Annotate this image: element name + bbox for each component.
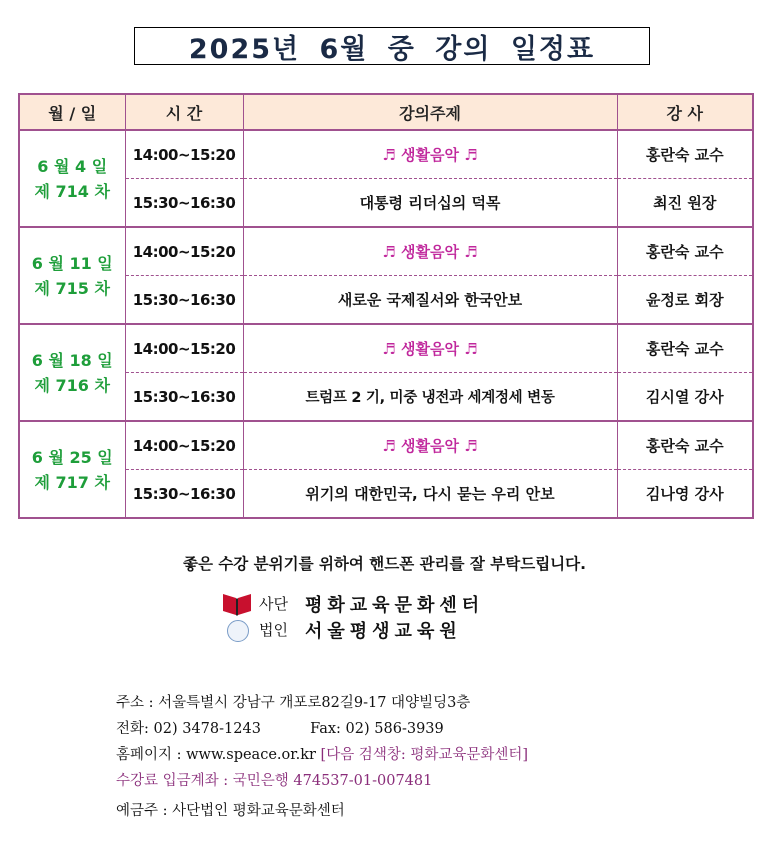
table-row <box>19 227 753 276</box>
header-topic: 강의주제 <box>243 94 617 130</box>
seal-icon <box>227 620 249 642</box>
time-cell: 15:30~16:30 <box>125 179 243 228</box>
topic-cell: 트럼프 2 기, 미중 냉전과 세계정세 변동 <box>243 373 617 422</box>
session-number: 제 717 차 <box>34 472 110 492</box>
topic-cell: 위기의 대한민국, 다시 묻는 우리 안보 <box>243 470 617 519</box>
header-time: 시 간 <box>125 94 243 130</box>
session-date: 6 월 25 일 <box>31 447 113 467</box>
org-name-institute: 서울평생교육원 <box>305 621 462 642</box>
session-date: 6 월 4 일 <box>37 156 108 176</box>
topic-cell: 대통령 리더십의 덕목 <box>243 179 617 228</box>
phone-number: 전화: 02) 3478-1243 <box>116 721 261 737</box>
table-row <box>19 130 753 179</box>
session-date: 6 월 18 일 <box>31 350 113 370</box>
table-header-row <box>19 94 753 130</box>
table-row <box>19 373 753 422</box>
address-line: 주소 : 서울특별시 강남구 개포로82길9-17 대양빌딩3층 <box>116 695 471 711</box>
schedule-table <box>18 93 754 519</box>
book-icon <box>221 592 253 616</box>
organization-logo-block <box>221 590 541 644</box>
account-line: 수강료 입금계좌 : 국민은행 474537-01-007481 <box>116 773 433 789</box>
org-tag-corporation: 사단 <box>259 595 288 613</box>
time-cell: 14:00~15:20 <box>125 130 243 179</box>
time-cell: 14:00~15:20 <box>125 227 243 276</box>
time-cell: 15:30~16:30 <box>125 276 243 325</box>
session-number: 제 716 차 <box>34 375 110 395</box>
table-row <box>19 276 753 325</box>
instructor-cell: 김나영 강사 <box>617 470 753 519</box>
header-instructor: 강 사 <box>617 94 753 130</box>
instructor-cell: 홍란숙 교수 <box>617 227 753 276</box>
session-date-cell <box>19 130 125 227</box>
topic-cell: ♬ 생활음악 ♬ <box>243 421 617 470</box>
table-row <box>19 324 753 373</box>
instructor-cell: 최진 원장 <box>617 179 753 228</box>
session-date-cell <box>19 421 125 518</box>
search-hint: [다음 검색창: 평화교육문화센터] <box>320 747 529 763</box>
topic-cell: ♬ 생활음악 ♬ <box>243 324 617 373</box>
time-cell: 15:30~16:30 <box>125 470 243 519</box>
contact-info <box>116 690 528 824</box>
session-number: 제 715 차 <box>34 278 110 298</box>
session-date-cell <box>19 227 125 324</box>
topic-cell: ♬ 생활음악 ♬ <box>243 130 617 179</box>
instructor-cell: 홍란숙 교수 <box>617 324 753 373</box>
instructor-cell: 윤정로 회장 <box>617 276 753 325</box>
session-number: 제 714 차 <box>34 181 110 201</box>
session-date-cell <box>19 324 125 421</box>
phone-fax-line <box>116 716 528 742</box>
instructor-cell: 홍란숙 교수 <box>617 130 753 179</box>
fax-number: Fax: 02) 586-3939 <box>310 721 444 737</box>
table-row <box>19 470 753 519</box>
topic-cell: 새로운 국제질서와 한국안보 <box>243 276 617 325</box>
account-holder-line: 예금주 : 사단법인 평화교육문화센터 <box>116 803 345 819</box>
time-cell: 15:30~16:30 <box>125 373 243 422</box>
page-title: 2025년 6월 중 강의 일정표 <box>188 33 596 65</box>
time-cell: 14:00~15:20 <box>125 324 243 373</box>
instructor-cell: 김시열 강사 <box>617 373 753 422</box>
table-row <box>19 421 753 470</box>
org-tag-legal: 법인 <box>259 621 288 639</box>
session-date: 6 월 11 일 <box>31 253 113 273</box>
homepage-line <box>116 742 528 768</box>
title-box <box>134 27 650 65</box>
table-row <box>19 179 753 228</box>
homepage-link[interactable]: 홈페이지 : www.speace.or.kr <box>116 747 316 763</box>
instructor-cell: 홍란숙 교수 <box>617 421 753 470</box>
topic-cell: ♬ 생활음악 ♬ <box>243 227 617 276</box>
time-cell: 14:00~15:20 <box>125 421 243 470</box>
org-name-center: 평화교육문화센터 <box>305 595 485 616</box>
phone-notice: 좋은 수강 분위기를 위하여 핸드폰 관리를 잘 부탁드립니다. <box>182 555 586 573</box>
header-date: 월 / 일 <box>19 94 125 130</box>
